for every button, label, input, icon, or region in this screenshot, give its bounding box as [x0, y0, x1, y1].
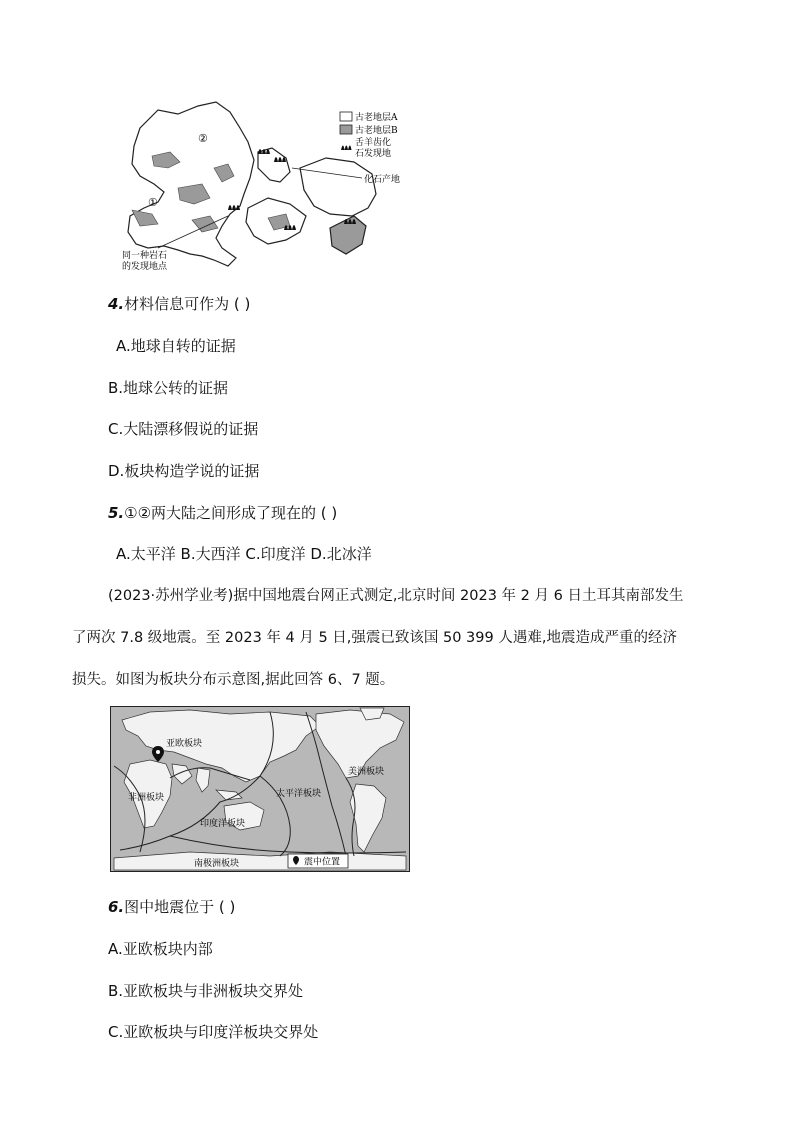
q6-option-c: C.亚欧板块与印度洋板块交界处	[108, 1023, 319, 1041]
q4-stem-text: 材料信息可作为 ( )	[124, 295, 251, 313]
q6-option-a: A.亚欧板块内部	[108, 940, 213, 958]
rock-site-label-line2: 的发现地点	[122, 262, 168, 272]
continent-africa-south-america	[128, 102, 254, 266]
q5-stem	[108, 503, 337, 523]
q4-option-a: A.地球自转的证据	[116, 337, 236, 355]
rock-site-label-line1: 同一种岩石	[122, 251, 168, 261]
legend-fossil-line1: 舌羊齿化	[355, 138, 392, 148]
passage-line-1: (2023·苏州学业考)据中国地震台网正式测定,北京时间 2023 年 2 月 6 日土耳其南部发生	[108, 588, 684, 604]
q6-stem-text: 图中地震位于 ( )	[124, 898, 236, 916]
label-african-plate: 非洲板块	[128, 793, 165, 803]
figure1-legend	[340, 111, 398, 159]
legend-epicenter-label: 震中位置	[304, 857, 341, 868]
plate-map-svg	[110, 706, 410, 872]
q6-stem	[108, 897, 235, 917]
q6-option-b: B.亚欧板块与非洲板块交界处	[108, 982, 304, 1000]
continent-australia	[300, 158, 376, 216]
q4-stem	[108, 294, 250, 314]
gondwana-figure	[118, 98, 418, 274]
fossil-site-label: 化石产地	[364, 175, 401, 185]
label-american-plate: 美洲板块	[348, 767, 385, 777]
q6-number: 6.	[108, 898, 125, 916]
q4-option-b: B.地球公转的证据	[108, 379, 229, 397]
q4-option-d: D.板块构造学说的证据	[108, 462, 260, 480]
q5-number: 5.	[108, 504, 125, 522]
plate-map-legend	[288, 854, 348, 868]
q4-option-c: C.大陆漂移假说的证据	[108, 420, 259, 438]
marker-1-label: ①	[148, 196, 158, 209]
label-pacific-plate: 太平洋板块	[276, 789, 322, 799]
q5-stem-text: ①②两大陆之间形成了现在的 ( )	[124, 504, 338, 522]
plate-map-figure	[110, 706, 410, 872]
legend-stratum-b: 古老地层B	[355, 126, 398, 136]
passage-line-3: 损失。如图为板块分布示意图,据此回答 6、7 题。	[72, 672, 395, 688]
q4-number: 4.	[108, 295, 125, 313]
gondwana-map-svg	[118, 98, 418, 274]
legend-stratum-a: 古老地层A	[355, 113, 398, 123]
legend-fossil-line2: 石发现地	[355, 149, 392, 159]
passage-line-2: 了两次 7.8 级地震。至 2023 年 4 月 5 日,强震已致该国 50 399 人遇难,地震造成严重的经济	[72, 630, 677, 646]
q5-options: A.太平洋 B.大西洋 C.印度洋 D.北冰洋	[116, 545, 372, 563]
marker-2-label: ②	[198, 132, 208, 145]
label-eurasian-plate: 亚欧板块	[166, 739, 203, 749]
label-indian-ocean-plate: 印度洋板块	[200, 819, 246, 829]
continent-southern-grey	[330, 216, 366, 254]
label-antarctic-plate: 南极洲板块	[194, 859, 240, 869]
